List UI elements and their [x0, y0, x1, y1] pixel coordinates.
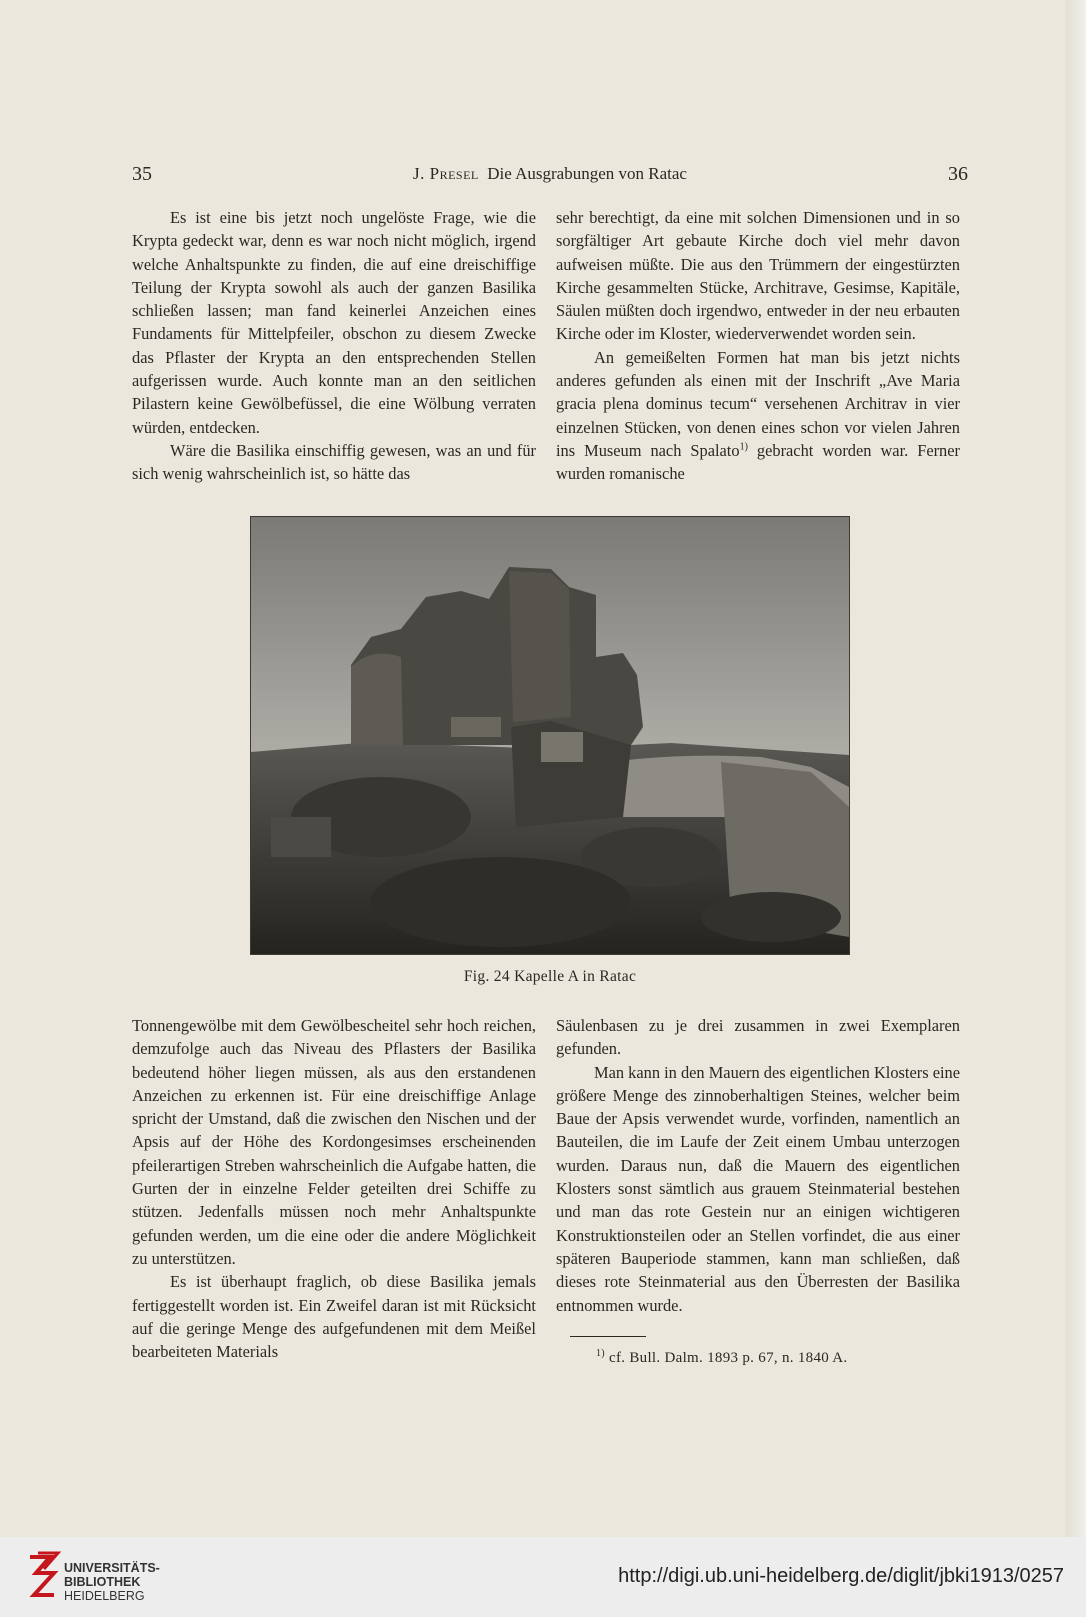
running-head	[132, 161, 968, 187]
paragraph: Säulenbasen zu je drei zusammen in zwei Exemplaren gefunden.	[556, 1016, 960, 1059]
paragraph: sehr berechtigt, da eine mit solchen Dimensionen und in so sorgfältiger Art gebaute Kirche doch viel mehr davon aufweisen müßte. Die aus den Trümmern der eingestürzten Kirche gesammelten Stücke, Architrave, Gesimse, Kapitäle, Säulen müßten doch irgendwo, entweder in der neu erbauten Kirche oder im Kloster, wiederverwendet worden sein.	[556, 208, 960, 344]
footnote-reference[interactable]: 1)	[739, 441, 748, 453]
text-column-bottom-right	[556, 1014, 960, 1317]
paragraph-text: gebracht worden war. Ferner wurden romanische	[556, 440, 960, 484]
paragraph: Es ist überhaupt fraglich, ob diese Basilika jemals fertiggestellt worden ist. Ein Zweifel daran ist mit Rücksicht auf die geringe Menge des aufgefundenen mit dem Meißel bearbeiteten Materials	[132, 1272, 536, 1362]
library-name-line: HEIDELBERG	[64, 1589, 145, 1603]
page-number-left: 35	[132, 163, 152, 185]
library-logo-icon	[24, 1549, 64, 1603]
paragraph-text: An gemeißelten Formen hat man bis jetzt nichts anderes gefunden als einen mit der Inschrift „Ave Maria gracia plena dominus tecum“ versehenen Architrav in vier einzelnen Stücken, von denen eines schon vor vielen Jahren ins Museum nach Spalato	[556, 347, 960, 460]
footnote	[596, 1350, 847, 1367]
running-title	[132, 161, 968, 187]
footnote-mark: 1)	[596, 1348, 605, 1359]
library-name-line: UNIVERSITÄTS-	[64, 1561, 160, 1575]
ruin-photo-illustration	[251, 517, 849, 954]
text-column-top-left	[132, 206, 536, 486]
library-footer	[0, 1537, 1086, 1617]
permalink-url[interactable]: http://digi.ub.uni-heidelberg.de/diglit/jbki1913/0257	[618, 1565, 1064, 1587]
paragraph: Tonnengewölbe mit dem Gewölbescheitel sehr hoch reichen, demzufolge auch das Niveau des Pflasters der Basilika bedeutend höher liegen müssen, als aus den erstandenen Anzeichen zu erkennen ist. Für eine dreischiffige Anlage spricht der Umstand, daß die zwischen den Nischen und der Apsis auf der Höhe des Kordongesimses erscheinenden pfeilerartigen Streben wahrscheinlich die Aufgabe hatten, die Gurten der in einzelne Felder geteilten drei Schiffe zu stützen. Jedenfalls müssen noch mehr Anhaltspunkte gefunden werden, um die eine oder die andere Möglichkeit zu unterstützen.	[132, 1016, 536, 1268]
paragraph: Man kann in den Mauern des eigentlichen Klosters eine größere Menge des zinnoberhaltigen Steines, welcher beim Baue der Apsis verwendet wurde, vorfinden, namentlich an Bauteilen, die im Laufe der Zeit einem Umbau unterzogen wurden. Daraus nun, daß die Mauern des eigentlichen Klosters sonst sämtlich aus grauem Steinmaterial bestehen und man das rote Gestein nur an einigen wichtigeren Konstruktionsteilen oder an Stellen vorfindet, die aus einer späteren Bauperiode stammen, kann man schließen, daß dieses rote Steinmaterial aus den Überresten der Basilika entnommen wurde.	[556, 1062, 960, 1315]
figure-caption: Fig. 24 Kapelle A in Ratac	[463, 968, 637, 985]
page-number-right: 36	[948, 163, 968, 185]
text-column-bottom-left	[132, 1014, 536, 1363]
footnote-rule	[570, 1336, 646, 1337]
text-column-top-right	[556, 206, 960, 486]
author-name: J. Presel	[413, 164, 479, 183]
paragraph: Es ist eine bis jetzt noch ungelöste Frage, wie die Krypta gedeckt war, denn es war noch nicht möglich, irgend welche Anhaltspunkte zu finden, die auf eine dreischiffige Teilung der Krypta sowohl als auch der ganzen Basilika schließen lassen; man fand keinerlei Anzeichen eines Fundaments für Mittelpfeiler, obschon zu diesem Zwecke das Pflaster der Krypta an den entsprechenden Stellen aufgerissen wurde. Auch konnte man an den seitlichen Pilastern keine Gewölbefüssel, die eine Wölbung verraten würden, entdecken.	[132, 208, 536, 437]
paragraph: Wäre die Basilika einschiffig gewesen, was an und für sich wenig wahrscheinlich ist, so hätte das	[132, 440, 536, 484]
paragraph	[556, 346, 960, 486]
footnote-text: cf. Bull. Dalm. 1893 p. 67, n. 1840 A.	[609, 1350, 848, 1366]
library-name-line: BIBLIOTHEK	[64, 1575, 141, 1589]
figure-photograph	[250, 516, 850, 955]
page-edge-shadow	[1066, 0, 1086, 1537]
library-name	[64, 1561, 160, 1603]
article-title: Die Ausgrabungen von Ratac	[487, 164, 687, 183]
